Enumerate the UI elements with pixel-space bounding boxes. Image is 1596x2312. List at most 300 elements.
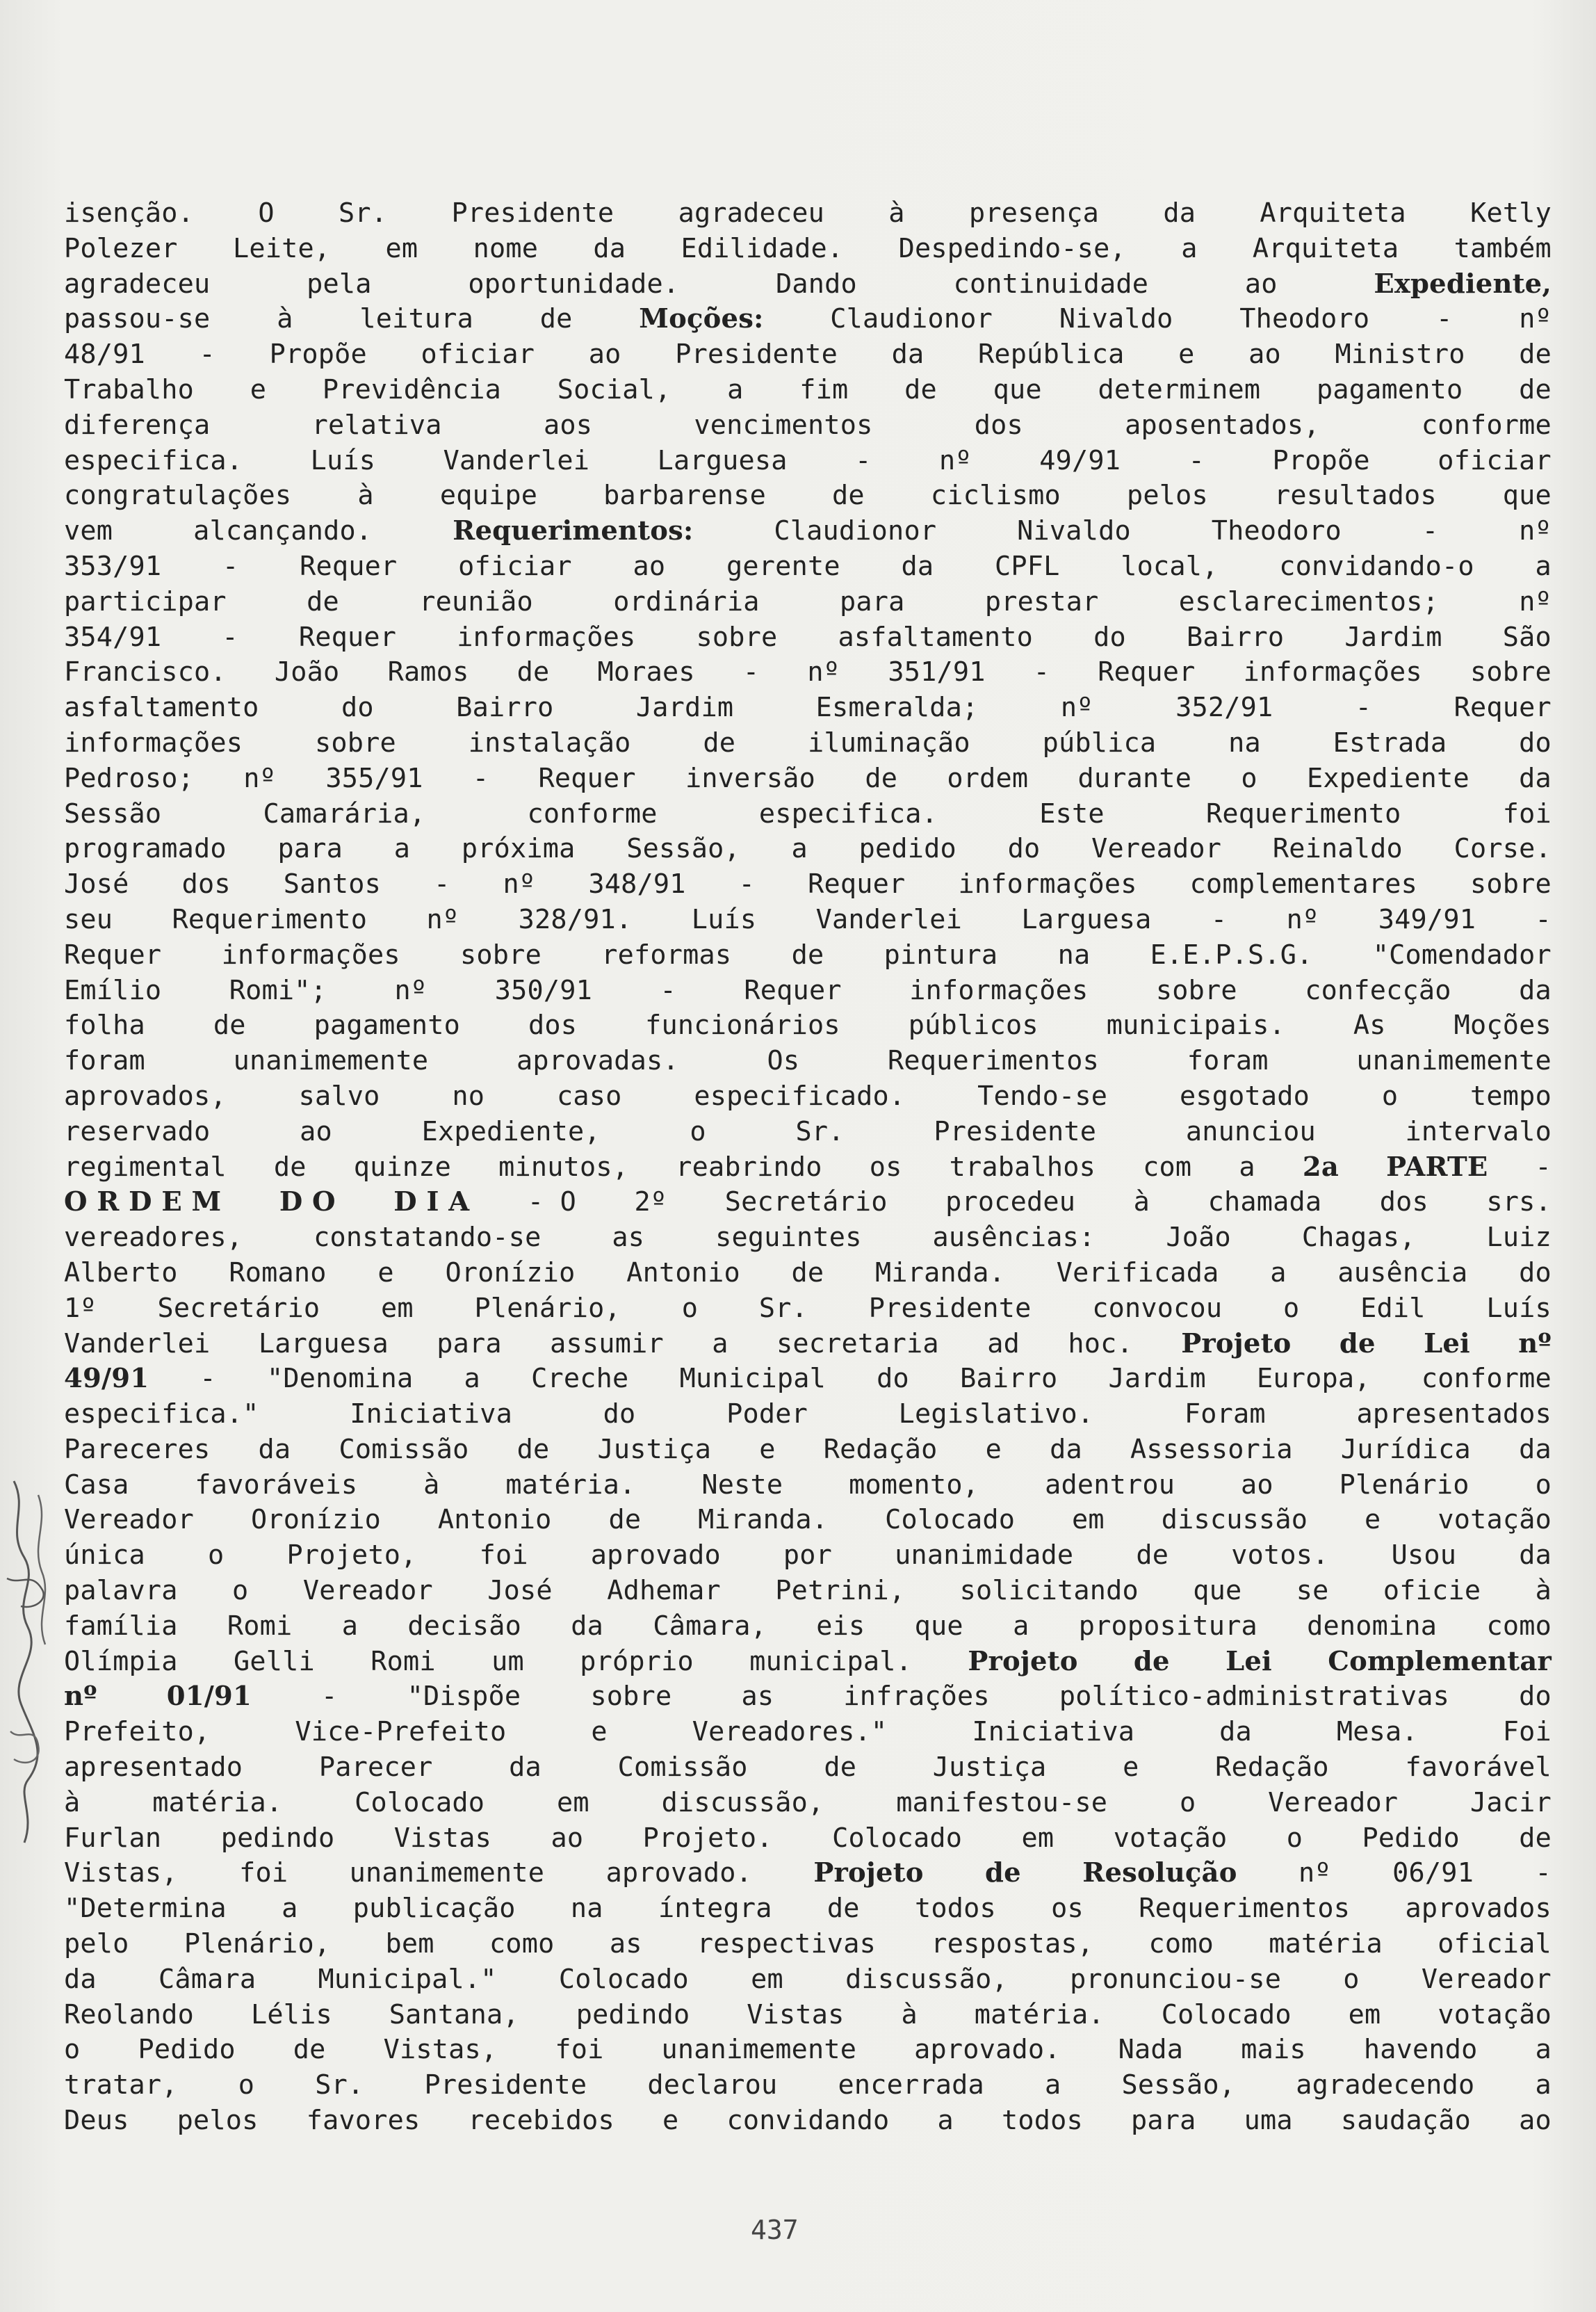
word: o bbox=[238, 2069, 255, 2101]
word: conforme bbox=[1421, 1363, 1552, 1395]
word: Requer bbox=[808, 868, 906, 900]
word: Propõe bbox=[1272, 444, 1370, 476]
word: ausências: bbox=[932, 1222, 1096, 1254]
word: a bbox=[464, 1363, 480, 1395]
word: Requer bbox=[744, 974, 842, 1006]
word: "Dispõe bbox=[407, 1681, 521, 1713]
word: Romi bbox=[227, 1610, 293, 1642]
word: especifica." bbox=[64, 1398, 259, 1430]
word: determinem bbox=[1098, 373, 1261, 405]
word: Edil bbox=[1360, 1292, 1426, 1324]
word: Poder bbox=[726, 1398, 808, 1430]
word: Vereador bbox=[64, 1504, 195, 1536]
word: apresentados bbox=[1356, 1398, 1552, 1430]
text-line bbox=[64, 1538, 1552, 1574]
word: convidando-o bbox=[1279, 550, 1474, 582]
word: de bbox=[832, 480, 865, 512]
word: Municipal bbox=[679, 1363, 826, 1395]
word: que bbox=[1502, 480, 1552, 512]
word: denomina bbox=[1307, 1610, 1438, 1642]
word: durante bbox=[1077, 762, 1192, 794]
word: Foram bbox=[1184, 1398, 1266, 1430]
text-line bbox=[64, 1503, 1552, 1538]
word: nº bbox=[503, 868, 536, 900]
word: 2º bbox=[634, 1186, 667, 1218]
word: da bbox=[64, 1963, 97, 1995]
word: de bbox=[1519, 373, 1552, 405]
word: gerente bbox=[726, 550, 840, 582]
word: nº bbox=[1519, 585, 1552, 617]
word: Vereadores." bbox=[692, 1716, 888, 1748]
word: Projeto bbox=[813, 1857, 924, 1889]
word: Creche bbox=[531, 1363, 629, 1395]
word: Larguesa bbox=[657, 444, 788, 476]
word: Moções: bbox=[639, 303, 764, 335]
word: solicitando bbox=[959, 1575, 1139, 1607]
word: propositura bbox=[1078, 1610, 1257, 1642]
word: à bbox=[1535, 1575, 1552, 1607]
word: vem bbox=[64, 515, 113, 547]
word: dos bbox=[528, 1010, 578, 1042]
word: intervalo bbox=[1405, 1115, 1552, 1147]
word: à bbox=[1133, 1186, 1150, 1218]
word: que bbox=[1193, 1575, 1242, 1607]
word: as bbox=[609, 1928, 642, 1960]
text-line bbox=[64, 1927, 1552, 1962]
word: manifestou-se bbox=[896, 1786, 1108, 1818]
word: Iniciativa bbox=[972, 1716, 1135, 1748]
word: única bbox=[64, 1539, 145, 1571]
word: e bbox=[1123, 1752, 1139, 1784]
word: pronunciou-se bbox=[1070, 1963, 1282, 1995]
word: Dando bbox=[776, 268, 857, 300]
word: Ramos bbox=[387, 656, 469, 688]
text-line bbox=[64, 232, 1552, 267]
word: 351/91 bbox=[888, 656, 986, 688]
word: - bbox=[222, 621, 238, 653]
word: em bbox=[381, 1292, 414, 1324]
word: - bbox=[200, 1363, 216, 1395]
word: Projeto, bbox=[286, 1539, 417, 1571]
word: de bbox=[824, 1752, 857, 1784]
word: Bairro bbox=[960, 1363, 1058, 1395]
word: dos bbox=[181, 868, 231, 900]
word: Colocado bbox=[885, 1504, 1016, 1536]
word: CPFL bbox=[994, 550, 1060, 582]
word: local, bbox=[1121, 550, 1219, 582]
word: srs. bbox=[1486, 1186, 1552, 1218]
word: barbarense bbox=[603, 480, 766, 512]
word: programado bbox=[64, 833, 227, 865]
word: Projeto bbox=[968, 1645, 1078, 1677]
word: sobre bbox=[696, 621, 778, 653]
word: bem bbox=[385, 1928, 434, 1960]
word: e bbox=[377, 1256, 394, 1288]
word: o bbox=[1286, 1822, 1303, 1854]
word: sobre bbox=[590, 1681, 672, 1713]
word: Requer bbox=[1454, 692, 1552, 724]
word: Neste bbox=[701, 1469, 783, 1501]
word: "Comendador bbox=[1372, 939, 1552, 971]
word: nº bbox=[1298, 1857, 1331, 1889]
word: Vistas, bbox=[64, 1857, 178, 1889]
text-line bbox=[64, 1361, 1552, 1397]
word: Plenário bbox=[1339, 1469, 1469, 1501]
word: Municipal." bbox=[318, 1963, 497, 1995]
word: aprovados, bbox=[64, 1080, 227, 1112]
word: Justiça bbox=[597, 1433, 712, 1465]
word: todos bbox=[1001, 2105, 1083, 2137]
word: Alberto bbox=[64, 1256, 178, 1288]
word: Nivaldo bbox=[1017, 515, 1131, 547]
word: - bbox=[1535, 1151, 1552, 1183]
word: 350/91 bbox=[494, 974, 593, 1006]
word: unanimidade bbox=[895, 1539, 1074, 1571]
word: mais bbox=[1241, 2034, 1306, 2066]
word: de bbox=[1519, 339, 1552, 371]
word: Estrada bbox=[1333, 727, 1447, 759]
word: chamada bbox=[1207, 1186, 1322, 1218]
word: Polezer bbox=[64, 232, 178, 264]
word: Comissão bbox=[617, 1752, 748, 1784]
word: Requer bbox=[1098, 656, 1196, 688]
word: a bbox=[1013, 1610, 1029, 1642]
text-line bbox=[64, 1432, 1552, 1468]
word: oficiar bbox=[458, 550, 572, 582]
word: foi bbox=[479, 1539, 528, 1571]
text-line bbox=[64, 585, 1552, 620]
word: quinze bbox=[353, 1151, 452, 1183]
word: Esmeralda; bbox=[815, 692, 979, 724]
word: Nada bbox=[1118, 2034, 1184, 2066]
word: especificado. bbox=[694, 1080, 906, 1112]
word: Furlan bbox=[64, 1822, 162, 1854]
word: com bbox=[1143, 1151, 1192, 1183]
word: Sessão, bbox=[626, 833, 740, 865]
word: - bbox=[742, 656, 760, 688]
word: aprovado bbox=[590, 1539, 721, 1571]
text-line bbox=[64, 690, 1552, 726]
word: da bbox=[1519, 1539, 1552, 1571]
word: isenção. bbox=[64, 197, 195, 229]
word: públicos bbox=[908, 1010, 1039, 1042]
word: respostas, bbox=[931, 1928, 1094, 1960]
word: e bbox=[250, 373, 267, 405]
word: as bbox=[741, 1681, 774, 1713]
word: Presidente bbox=[424, 2069, 587, 2101]
word: Plenário, bbox=[184, 1928, 331, 1960]
word: a bbox=[1535, 550, 1552, 582]
word: e bbox=[591, 1716, 608, 1748]
word: Arquiteta bbox=[1260, 197, 1406, 229]
word: na bbox=[1057, 939, 1091, 971]
word: pagamento bbox=[314, 1010, 461, 1042]
word: 352/91 bbox=[1175, 692, 1273, 724]
word: salvo bbox=[298, 1080, 380, 1112]
word: pela bbox=[307, 268, 372, 300]
word: Propõe bbox=[269, 339, 367, 371]
word: seu bbox=[64, 903, 113, 935]
word: - bbox=[1188, 444, 1205, 476]
word: votação bbox=[1438, 1998, 1552, 2030]
word: a bbox=[1181, 232, 1198, 264]
word: se bbox=[1296, 1575, 1329, 1607]
word: e bbox=[759, 1433, 776, 1465]
word: ao bbox=[551, 1822, 584, 1854]
word: Prefeito, bbox=[64, 1716, 211, 1748]
word: reformas bbox=[601, 939, 732, 971]
word: da bbox=[1163, 197, 1196, 229]
word: pelos bbox=[1126, 480, 1208, 512]
text-line bbox=[64, 196, 1552, 232]
word: Colocado bbox=[355, 1786, 485, 1818]
word: esgotado bbox=[1179, 1080, 1310, 1112]
word: de bbox=[985, 1857, 1021, 1889]
text-line bbox=[64, 1891, 1552, 1927]
word: João bbox=[274, 656, 340, 688]
word: Assessoria bbox=[1130, 1433, 1293, 1465]
text-line bbox=[64, 1750, 1552, 1786]
text-line bbox=[64, 903, 1552, 938]
word: Leite, bbox=[232, 232, 331, 264]
word: resultados bbox=[1273, 480, 1437, 512]
word: inversão bbox=[685, 762, 816, 794]
word: O bbox=[258, 197, 275, 229]
word: municipal. bbox=[749, 1645, 913, 1677]
text-line bbox=[64, 302, 1552, 337]
word: 06/91 bbox=[1392, 1857, 1474, 1889]
word: foi bbox=[555, 2034, 604, 2066]
word: João bbox=[1166, 1222, 1231, 1254]
word: à bbox=[357, 480, 374, 512]
word: Sr. bbox=[758, 1292, 808, 1324]
text-line bbox=[64, 655, 1552, 690]
word: como bbox=[1486, 1610, 1552, 1642]
word: Adhemar bbox=[607, 1575, 721, 1607]
text-line bbox=[64, 478, 1552, 514]
word: aos bbox=[543, 409, 593, 441]
word: tempo bbox=[1470, 1080, 1552, 1112]
word: Requer bbox=[298, 621, 397, 653]
word: Projeto bbox=[1181, 1327, 1292, 1359]
word: Social, bbox=[557, 373, 671, 405]
text-line bbox=[64, 267, 1552, 302]
word: Ministro bbox=[1335, 339, 1465, 371]
page-number: 437 bbox=[751, 2215, 799, 2245]
word: sobre bbox=[1470, 868, 1552, 900]
word: informações bbox=[457, 621, 636, 653]
word: 01/91 bbox=[166, 1681, 252, 1713]
word: Petrini, bbox=[775, 1575, 906, 1607]
text-line bbox=[64, 1644, 1552, 1680]
word: a bbox=[1535, 2069, 1552, 2101]
word: Casa bbox=[64, 1469, 129, 1501]
word: asfaltamento bbox=[838, 621, 1034, 653]
word: Requer bbox=[300, 550, 398, 582]
word: - bbox=[855, 444, 872, 476]
word: Larguesa bbox=[258, 1327, 389, 1359]
word: Reolando bbox=[64, 1998, 195, 2030]
word: Pedido bbox=[1362, 1822, 1460, 1854]
word: e bbox=[1365, 1504, 1381, 1536]
word: favores bbox=[306, 2105, 421, 2137]
word: a bbox=[1045, 2069, 1061, 2101]
text-line bbox=[64, 1008, 1552, 1044]
word: o bbox=[1535, 1469, 1552, 1501]
text-line bbox=[64, 867, 1552, 903]
word: em bbox=[385, 232, 418, 264]
word: Expediente bbox=[1307, 762, 1469, 794]
word: Colocado bbox=[558, 1963, 689, 1995]
word: em bbox=[751, 1963, 783, 1995]
word: próprio bbox=[580, 1645, 694, 1677]
word: oficiar bbox=[1438, 444, 1552, 476]
word: Presidente bbox=[868, 1292, 1032, 1324]
word: Reinaldo bbox=[1272, 833, 1403, 865]
word: esclarecimentos; bbox=[1178, 585, 1439, 617]
word: Vereador bbox=[1091, 833, 1222, 865]
word: - O bbox=[527, 1186, 576, 1218]
word: pública bbox=[1042, 727, 1157, 759]
word: da bbox=[1050, 1433, 1082, 1465]
word: instalação bbox=[468, 727, 631, 759]
word: Emílio bbox=[64, 974, 162, 1006]
word: - bbox=[434, 868, 450, 900]
word: da bbox=[258, 1433, 291, 1465]
word: aprovadas. bbox=[516, 1045, 679, 1077]
word: ausência bbox=[1337, 1256, 1468, 1288]
word: Requerimentos bbox=[888, 1045, 1099, 1077]
word: oportunidade. bbox=[468, 268, 680, 300]
word: como bbox=[489, 1928, 555, 1960]
word: agradecendo bbox=[1296, 2069, 1475, 2101]
word: Nivaldo bbox=[1059, 303, 1173, 335]
word: da bbox=[1219, 1716, 1252, 1748]
word: ad bbox=[987, 1327, 1020, 1359]
word: da bbox=[1519, 1433, 1552, 1465]
word: o bbox=[207, 1539, 225, 1571]
word: D O bbox=[279, 1186, 336, 1218]
word: Larguesa bbox=[1021, 903, 1152, 935]
text-line bbox=[64, 973, 1552, 1009]
word: declarou bbox=[647, 2069, 778, 2101]
word: nome bbox=[473, 232, 539, 264]
word: procedeu bbox=[945, 1186, 1076, 1218]
word: Expediente, bbox=[421, 1115, 601, 1147]
word: Complementar bbox=[1328, 1645, 1552, 1677]
word: Camarária, bbox=[263, 798, 426, 830]
word: anunciou bbox=[1185, 1115, 1316, 1147]
word: para bbox=[277, 833, 343, 865]
word: Luiz bbox=[1486, 1222, 1552, 1254]
word: Justiça bbox=[932, 1752, 1047, 1784]
word: ao bbox=[1241, 1469, 1273, 1501]
word: encerrada bbox=[838, 2069, 984, 2101]
word: diferença bbox=[64, 409, 211, 441]
word: ciclismo bbox=[930, 480, 1061, 512]
word: para bbox=[437, 1327, 502, 1359]
word: Pedido bbox=[138, 2034, 236, 2066]
word: Oronízio bbox=[445, 1256, 576, 1288]
word: para bbox=[839, 585, 905, 617]
word: 2a bbox=[1302, 1151, 1340, 1183]
word: Jardim bbox=[1108, 1363, 1206, 1395]
word: tratar, bbox=[64, 2069, 178, 2101]
word: Santos bbox=[283, 868, 382, 900]
word: As bbox=[1353, 1010, 1386, 1042]
word: ao bbox=[633, 550, 666, 582]
word: D I A bbox=[393, 1186, 470, 1218]
word: Parecer bbox=[318, 1752, 433, 1784]
word: favoráveis bbox=[195, 1469, 358, 1501]
word: em bbox=[556, 1786, 589, 1818]
word: de bbox=[791, 939, 824, 971]
word: Jardim bbox=[1344, 621, 1442, 653]
word: à bbox=[888, 197, 905, 229]
word: Vistas bbox=[393, 1822, 492, 1854]
word: do bbox=[1519, 1256, 1552, 1288]
word: como bbox=[1148, 1928, 1214, 1960]
word: Edilidade. bbox=[681, 232, 844, 264]
word: Projeto. bbox=[642, 1822, 773, 1854]
word: Romi"; bbox=[229, 974, 327, 1006]
word: foram bbox=[64, 1045, 145, 1077]
word: Comissão bbox=[339, 1433, 469, 1465]
word: - bbox=[222, 550, 239, 582]
word: o bbox=[681, 1292, 699, 1324]
word: saudação bbox=[1340, 2105, 1471, 2137]
word: - bbox=[1535, 903, 1552, 935]
word: o bbox=[64, 2034, 81, 2066]
word: especifica. bbox=[64, 444, 243, 476]
word: Trabalho bbox=[64, 373, 195, 405]
word: dos bbox=[1379, 1186, 1428, 1218]
handwritten-signature bbox=[0, 1467, 63, 1857]
word: foi bbox=[1502, 798, 1552, 830]
word: pelos bbox=[177, 2105, 259, 2137]
word: informações bbox=[909, 974, 1089, 1006]
word: de bbox=[213, 1010, 246, 1042]
word: Luís bbox=[1486, 1292, 1552, 1324]
word: 355/91 bbox=[325, 762, 423, 794]
word: da bbox=[891, 339, 925, 371]
word: - bbox=[1535, 1857, 1552, 1889]
word: Miranda. bbox=[875, 1256, 1006, 1288]
word: constatando-se bbox=[314, 1222, 542, 1254]
word: adentrou bbox=[1045, 1469, 1175, 1501]
word: Luís bbox=[310, 444, 376, 476]
word: Vanderlei bbox=[443, 444, 590, 476]
word: Pareceres bbox=[64, 1433, 211, 1465]
text-line bbox=[64, 373, 1552, 408]
text-line bbox=[64, 1291, 1552, 1327]
word: por bbox=[783, 1539, 833, 1571]
word: Antonio bbox=[437, 1504, 552, 1536]
word: de bbox=[703, 727, 736, 759]
text-line bbox=[64, 1220, 1552, 1256]
text-line bbox=[64, 444, 1552, 479]
word: nº bbox=[426, 903, 459, 935]
word: íntegra bbox=[658, 1893, 772, 1925]
word: 354/91 bbox=[64, 621, 162, 653]
word: os bbox=[1051, 1893, 1084, 1925]
word: Theodoro bbox=[1211, 515, 1342, 547]
word: Antonio bbox=[626, 1256, 740, 1288]
word: unanimemente bbox=[349, 1857, 545, 1889]
word: Lei bbox=[1424, 1327, 1470, 1359]
word: dos bbox=[974, 409, 1023, 441]
word: Oronízio bbox=[250, 1504, 381, 1536]
